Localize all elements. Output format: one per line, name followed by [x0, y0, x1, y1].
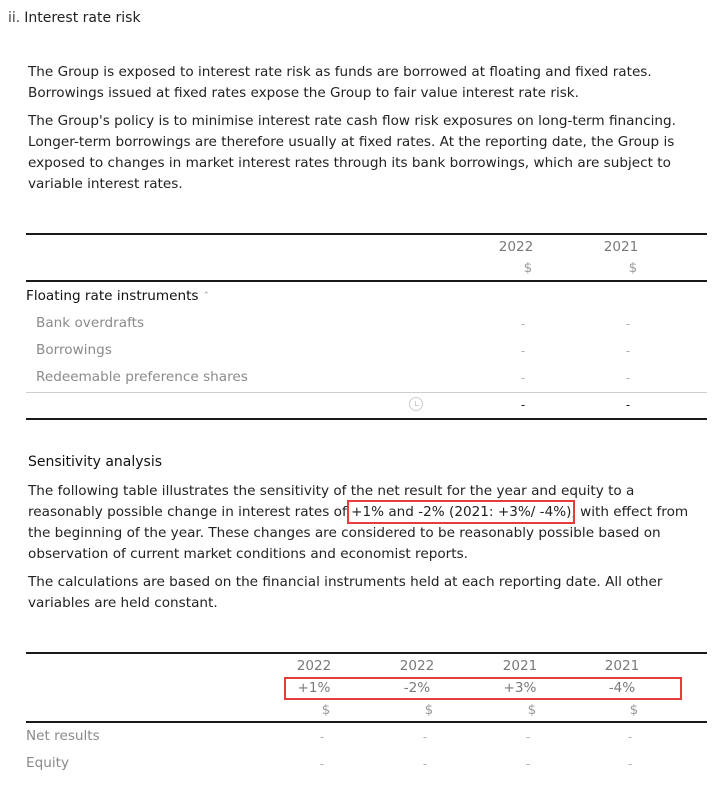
sensitivity-text-before: The following table illustrates the sensitivity of the net result for the year and equity to a reasonably possible change in interest rates of [28, 483, 635, 520]
table2-col4-year: 2021 [604, 658, 640, 674]
sensitivity-highlight-text: +1% and -2% (2021: +3%/ -4%) [351, 504, 572, 520]
table2-cell: - [627, 757, 633, 771]
table1-cell: - [625, 317, 631, 331]
intro-paragraph-1: The Group is exposed to interest rate risk as funds are borrowed at floating and fixed rates. Borrowings issued at fixed rates expose the Group to fair value interest rate risk. [28, 64, 652, 101]
table2-col2-year: 2022 [399, 658, 435, 674]
table2-cell: - [422, 757, 428, 771]
chevron-up-icon[interactable]: ⌃ [202, 291, 211, 301]
table2-cell: - [525, 730, 531, 744]
table1-col-2021-year: 2021 [603, 239, 639, 255]
table2-cell: - [319, 730, 325, 744]
section-title: Interest rate risk [24, 10, 141, 26]
table2-col1-change: +1% [297, 680, 331, 696]
table1-col-2021-unit: $ [628, 260, 638, 276]
sensitivity-paragraph-2: The calculations are based on the financial instruments held at each reporting date. All other variables are held constant. [28, 574, 663, 611]
table1-total-top-rule [26, 392, 707, 393]
table2-row-label: Net results [26, 728, 100, 744]
table1-header-rule [26, 280, 707, 282]
table2-col3-year: 2021 [502, 658, 538, 674]
table2-cell: - [627, 730, 633, 744]
table2-cell: - [525, 757, 531, 771]
table1-group-label[interactable] [26, 288, 210, 304]
table1-cell: - [520, 317, 526, 331]
refresh-icon[interactable] [409, 397, 423, 411]
intro-paragraph-2: The Group's policy is to minimise interest rate cash flow risk exposures on long-term financing. Longer-term borrowings are therefore usually at fixed rates. At the reporting date, the Group is exposed to changes in market interest rates through its bank borrowings, which are subject to variable interest rates. [28, 113, 676, 192]
table1-col-2022-year: 2022 [498, 239, 534, 255]
table2-cell: - [319, 757, 325, 771]
table2-col1-year: 2022 [296, 658, 332, 674]
table2-col3-change: +3% [503, 680, 537, 696]
floating-rate-label: Floating rate instruments [26, 288, 199, 304]
table2-col1-unit: $ [321, 702, 331, 718]
table1-row-label: Bank overdrafts [36, 315, 145, 331]
table1-cell: - [520, 344, 526, 358]
table2-top-rule [26, 652, 707, 654]
table1-bottom-rule [26, 418, 707, 420]
sensitivity-paragraph-1 [28, 481, 708, 565]
table2-row-label: Equity [26, 755, 69, 771]
table1-total-cell: - [625, 398, 631, 412]
table2-col4-unit: $ [629, 702, 639, 718]
sensitivity-title: Sensitivity analysis [28, 454, 163, 470]
table1-cell: - [625, 344, 631, 358]
section-number: ii. [8, 10, 21, 26]
sensitivity-text-after: , with effect from the beginning of the year. These changes are considered to be reasonably possible based on observation of current market conditions and economist reports. [28, 504, 689, 562]
table2-col2-unit: $ [424, 702, 434, 718]
table1-row-label: Redeemable preference shares [36, 369, 248, 385]
table1-col-2022-unit: $ [523, 260, 533, 276]
table2-col2-change: -2% [403, 680, 431, 696]
table1-cell: - [520, 371, 526, 385]
table1-cell: - [625, 371, 631, 385]
table2-header-rule [26, 721, 707, 723]
table2-cell: - [422, 730, 428, 744]
table2-col4-change: -4% [608, 680, 636, 696]
table1-top-rule [26, 233, 707, 235]
table1-row-label: Borrowings [36, 342, 112, 358]
section-heading [8, 10, 141, 26]
table1-total-cell: - [520, 398, 526, 412]
table2-col3-unit: $ [527, 702, 537, 718]
